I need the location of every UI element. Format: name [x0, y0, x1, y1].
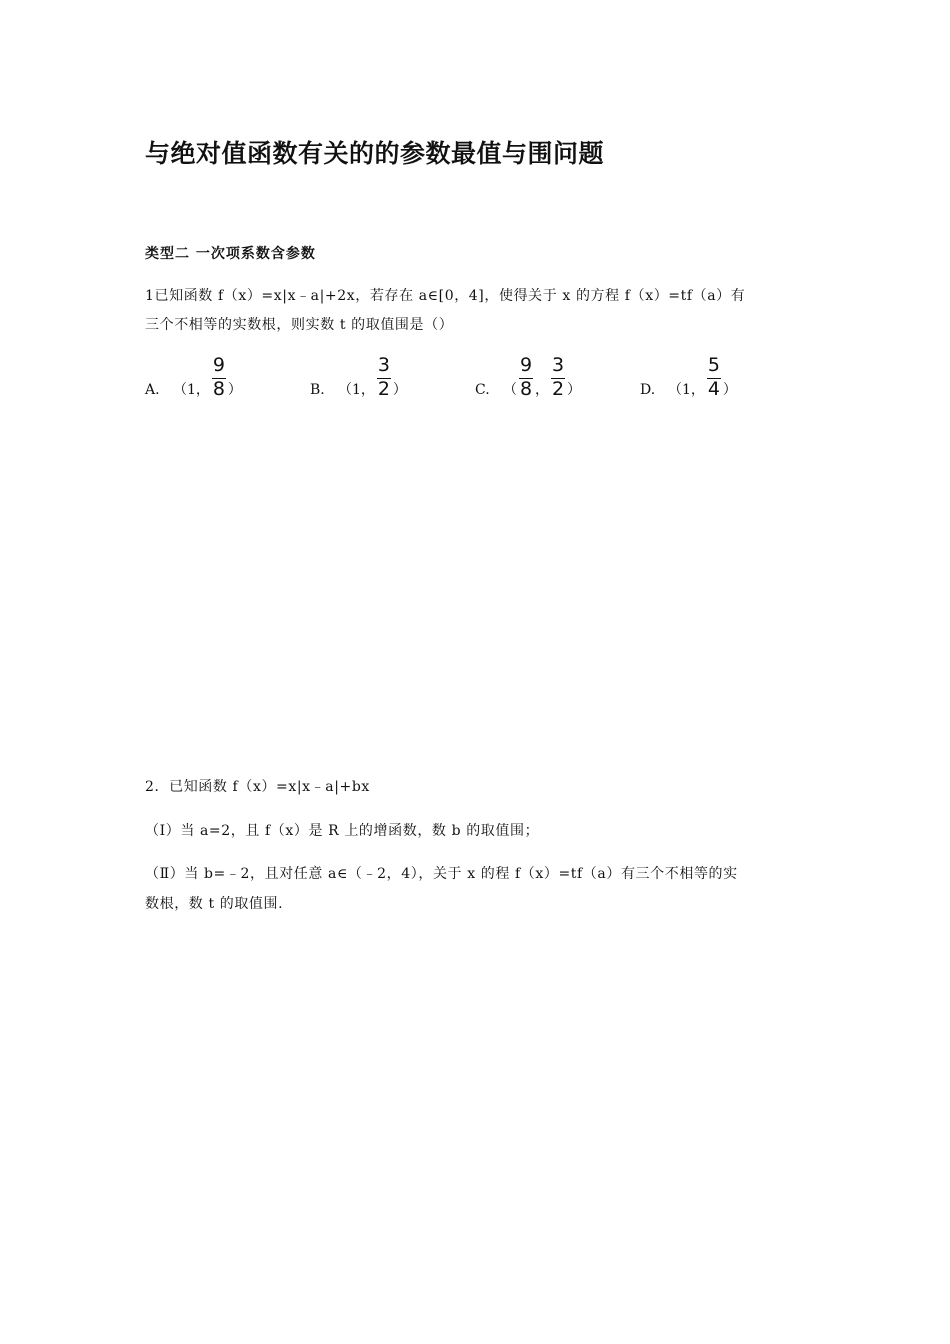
question-2-part-2-line-2: 数根，数 t 的取值围. — [145, 896, 284, 912]
choice-close: ） — [722, 382, 737, 398]
question-1-line-1: 1已知函数 f（x）=x|x﹣a|+2x，若存在 a∈[0，4]，使得关于 x 的方程 f（x）=tf（a）有 — [145, 288, 746, 304]
fraction-numerator: 5 — [707, 354, 720, 376]
question-2-part-1: （Ⅰ）当 a=2，且 f（x）是 R 上的增函数，数 b 的取值围； — [145, 823, 540, 839]
question-1-line-2: 三个不相等的实数根，则实数 t 的取值围是（） — [145, 317, 454, 333]
choice-letter: A. — [145, 382, 160, 398]
document-title: 与绝对值函数有关的的参数最值与围问题 — [145, 139, 605, 168]
choice-open: （ — [503, 382, 517, 398]
fraction — [375, 354, 393, 400]
choice-separator: ， — [535, 382, 549, 398]
fraction — [517, 354, 535, 400]
fraction — [549, 354, 567, 400]
choice-open: （1， — [668, 382, 705, 398]
question-2-part-2-line-1: （Ⅱ）当 b=﹣2，且对任意 a∈（﹣2，4），关于 x 的程 f（x）=tf（a）有三个不相等的实 — [145, 866, 738, 882]
choice-letter: D. — [640, 382, 656, 398]
choice-c — [475, 354, 581, 400]
choice-open: （1， — [173, 382, 210, 398]
fraction — [705, 354, 723, 400]
fraction-denominator: 8 — [212, 378, 225, 400]
choice-close: ） — [567, 382, 581, 398]
choice-a — [145, 354, 242, 400]
choice-open: （1， — [338, 382, 375, 398]
fraction-numerator: 3 — [551, 354, 565, 376]
fraction-denominator: 2 — [551, 378, 565, 400]
fraction-numerator: 9 — [212, 354, 225, 376]
choice-d — [640, 354, 737, 400]
fraction-denominator: 2 — [377, 378, 390, 400]
choice-close: ） — [392, 382, 407, 398]
choice-letter: C. — [475, 382, 490, 398]
fraction-denominator: 4 — [707, 378, 720, 400]
choice-close: ） — [227, 382, 242, 398]
question-2-line-1: 2．已知函数 f（x）=x|x﹣a|+bx — [145, 779, 370, 795]
choice-b — [310, 354, 407, 400]
fraction-numerator: 9 — [519, 354, 533, 376]
fraction-denominator: 8 — [519, 378, 533, 400]
fraction-numerator: 3 — [377, 354, 390, 376]
section-heading: 类型二 一次项系数含参数 — [145, 246, 316, 262]
choice-letter: B. — [310, 382, 325, 398]
fraction — [210, 354, 228, 400]
